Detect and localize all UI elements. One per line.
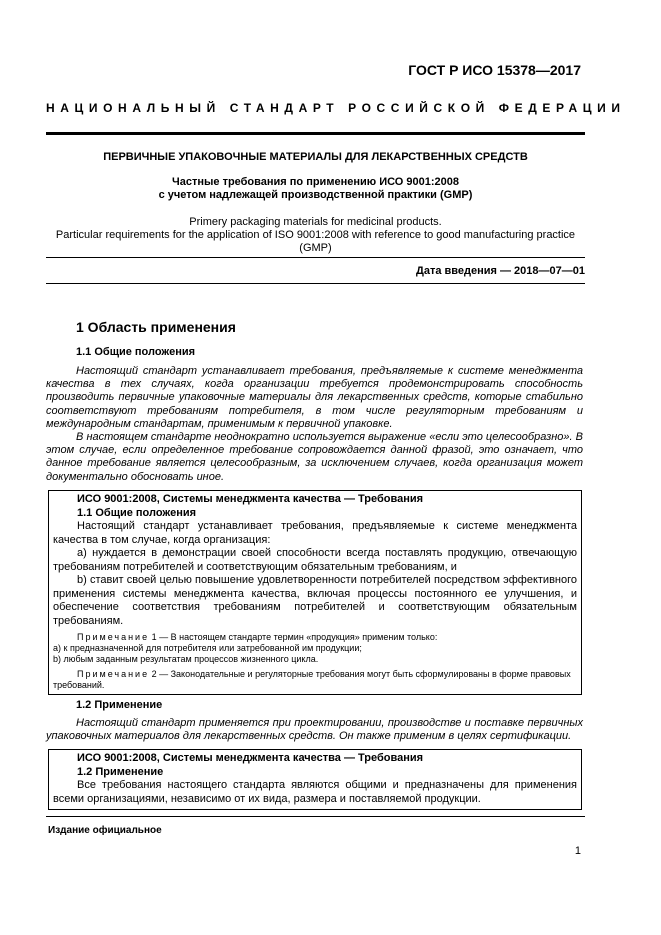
box-paragraph: Настоящий стандарт устанавливает требования, предъявляемые к системе менеджмента качества в том случае, когда организация: bbox=[53, 520, 577, 546]
document-title: ПЕРВИЧНЫЕ УПАКОВОЧНЫЕ МАТЕРИАЛЫ ДЛЯ ЛЕКАРСТВЕННЫХ СРЕДСТВ bbox=[103, 151, 528, 163]
general-paragraph-2: В настоящем стандарте неоднократно используется выражение «если это целесообразно». В этом случае, если определенное требование сопровождается данной фразой, это означает, что данное требование является целесообразным, за исключением случаев, когда организация может документально обосновать иное. bbox=[46, 431, 583, 483]
note-text: 1 — В настоящем стандарте термин «продукция» применим только: bbox=[151, 632, 438, 642]
section-heading-scope: 1 Область применения bbox=[76, 319, 236, 335]
note-label: Примечание bbox=[77, 669, 150, 679]
official-edition-label: Издание официальное bbox=[48, 825, 162, 836]
standard-code: ГОСТ Р ИСО 15378—2017 bbox=[408, 62, 581, 78]
iso-quote-box-application bbox=[48, 749, 582, 810]
english-title-line-1: Primery packaging materials for medicinal products. bbox=[189, 216, 442, 228]
date-divider bbox=[46, 283, 585, 284]
english-title bbox=[46, 216, 585, 255]
page-number: 1 bbox=[574, 845, 581, 857]
box-heading: ИСО 9001:2008, Системы менеджмента качества — Требования bbox=[77, 752, 424, 764]
subtitle-line-2: с учетом надлежащей производственной практики (GMP) bbox=[158, 189, 473, 201]
box-note-2 bbox=[53, 669, 577, 691]
box-subheading: 1.2 Применение bbox=[77, 765, 164, 778]
box-subheading: 1.1 Общие положения bbox=[77, 506, 197, 519]
box-note-1 bbox=[53, 632, 577, 643]
box-item-b: b) ставит своей целью повышение удовлетворенности потребителей посредством эффективного применения системы менеджмента качества, включая процессы постоянного ее улучшения, и обеспечение соответствия требованиям потребителей и соответствующим обязательным требованиям. bbox=[53, 574, 577, 627]
note-text: 2 — Законодательные и регуляторные требования могут быть сформулированы в форме правовых требований. bbox=[53, 669, 571, 690]
box-heading: ИСО 9001:2008, Системы менеджмента качества — Требования bbox=[77, 493, 424, 505]
english-title-line-2: Particular requirements for the application of ISO 9001:2008 with reference to good manufacturing practice (GMP) bbox=[55, 229, 576, 254]
date-of-introduction: Дата введения — 2018—07—01 bbox=[416, 265, 585, 277]
general-text bbox=[46, 365, 583, 484]
title-divider bbox=[46, 257, 585, 258]
iso-quote-box-general bbox=[48, 490, 582, 695]
subtitle-line-1: Частные требования по применению ИСО 9001:2008 bbox=[172, 176, 459, 188]
box-item-a: a) нуждается в демонстрации своей способности всегда поставлять продукцию, отвечающую требованиям потребителей и соответствующим обязательным требованиям, и bbox=[53, 547, 577, 573]
general-paragraph-1: Настоящий стандарт устанавливает требования, предъявляемые к системе менеджмента качества в тех случаях, когда организации требуется продемонстрировать способность производить первичные упаковочные материалы для лекарственных средств, которые стабильно соответствуют требованиям потребителя, в том числе регуляторным требованиям и международным стандартам, применимым к первичной упаковке. bbox=[46, 365, 583, 430]
box-note-1-item-a: a) к предназначенной для потребителя или затребованной им продукции; bbox=[53, 643, 362, 653]
footer-divider bbox=[46, 816, 585, 817]
national-standard-banner: НАЦИОНАЛЬНЫЙ СТАНДАРТ РОССИЙСКОЙ ФЕДЕРАЦИИ bbox=[46, 101, 626, 115]
document-subtitle bbox=[46, 176, 585, 202]
note-label: Примечание bbox=[77, 632, 150, 642]
box-paragraph: Все требования настоящего стандарта являются общими и предназначены для применения всеми организациями, независимо от их вида, размера и поставляемой продукции. bbox=[53, 779, 577, 805]
header-divider bbox=[46, 132, 585, 135]
application-text bbox=[46, 717, 583, 743]
application-paragraph: Настоящий стандарт применяется при проектировании, производстве и поставке первичных упаковочных материалов для лекарственных средств. Он также применим в целях сертификации. bbox=[46, 717, 583, 743]
subsection-heading-application: 1.2 Применение bbox=[76, 699, 163, 711]
box-note-1-item-b: b) любым заданным результатам процессов жизненного цикла. bbox=[53, 654, 319, 664]
subsection-heading-general: 1.1 Общие положения bbox=[76, 346, 196, 358]
